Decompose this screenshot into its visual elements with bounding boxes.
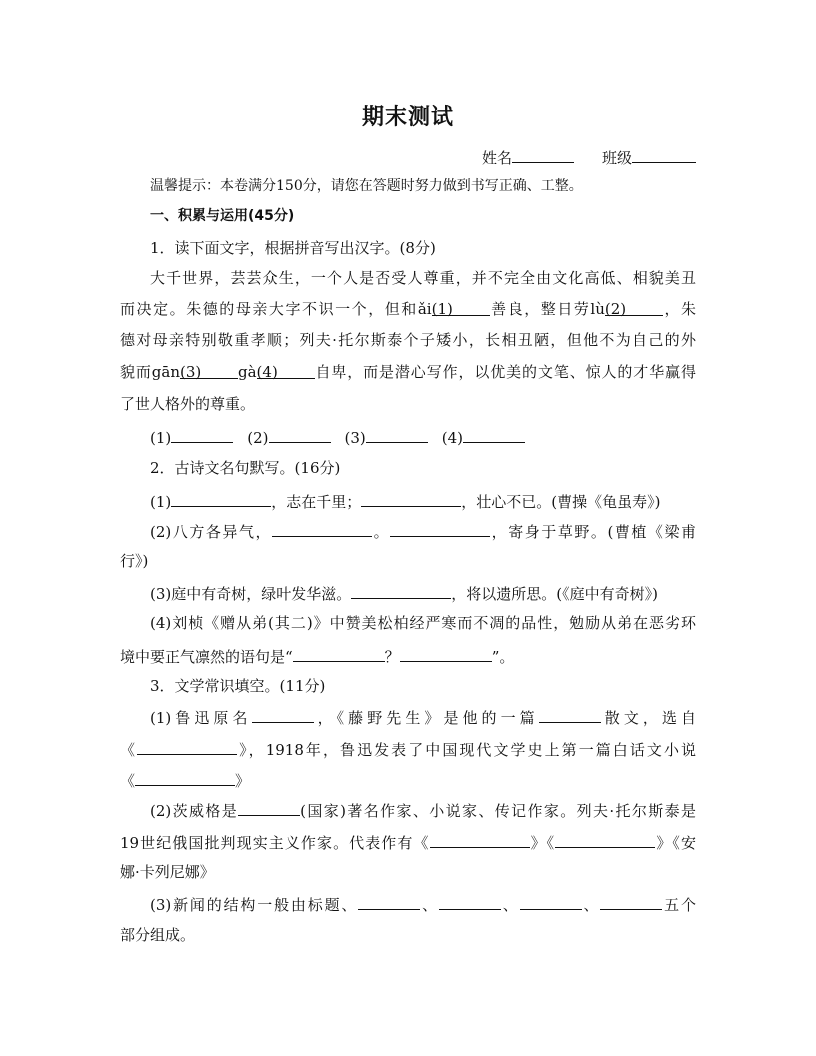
q3-item-2: (2)茨威格是 (国家)著名作家、小说家、传记作家。列夫·托尔斯泰是	[150, 799, 696, 821]
q1-answer-row: (1) (2) (3) (4)	[150, 426, 696, 448]
poem-blank[interactable]	[351, 582, 451, 599]
q3-item-1-cont2: 《 》	[120, 769, 696, 791]
literature-blank[interactable]	[252, 706, 314, 723]
q3-item-3-cont: 部分组成。	[120, 926, 196, 944]
q3-item-2-cont2: 娜·卡列尼娜》	[120, 863, 215, 881]
q1-stem: 1．读下面文字，根据拼音写出汉字。(8分)	[150, 239, 436, 257]
q2-item-1: (1) ，志在千里； ，壮心不已。(曹操《龟虽寿》)	[150, 490, 696, 512]
answer-1-blank[interactable]	[171, 426, 233, 443]
q3-item-1-cont: 《 》，1918年，鲁迅发表了中国现代文学史上第一篇白话文小说	[120, 738, 696, 760]
section-heading: 一、积累与运用(45分)	[150, 208, 295, 224]
answer-4-blank[interactable]	[463, 426, 525, 443]
poem-blank[interactable]	[272, 520, 372, 537]
tip-text: 温馨提示：本卷满分150分，请您在答题时努力做到书写正确、工整。	[150, 178, 583, 194]
q1-para-line: 貌而gān(3) gà(4) 自卑，而是潜心写作，以优美的文笔、惊人的才华赢得	[120, 363, 696, 381]
student-info-row	[120, 146, 696, 168]
literature-blank[interactable]	[137, 738, 237, 755]
poem-blank[interactable]	[293, 645, 385, 662]
q1-para-line: 大千世界，芸芸众生，一个人是否受人尊重，并不完全由文化高低、相貌美丑	[150, 269, 696, 287]
q2-item-4-cont: 境中要正气凛然的语句是“ ？ ”。	[120, 645, 696, 667]
literature-blank[interactable]	[358, 893, 420, 910]
blank-3[interactable]: (3)	[180, 362, 238, 379]
literature-blank[interactable]	[439, 893, 501, 910]
q1-para-line: 而决定。朱德的母亲大字不识一个，但和ǎi(1) 善良，整日劳lù(2) ，朱	[120, 300, 696, 318]
literature-blank[interactable]	[600, 893, 662, 910]
poem-blank[interactable]	[361, 490, 461, 507]
q1-para-line: 德对母亲特别敬重孝顺；列夫·托尔斯泰个子矮小，长相丑陋，但他不为自己的外	[120, 331, 696, 349]
class-blank[interactable]	[632, 146, 696, 163]
q3-item-3: (3)新闻的结构一般由标题、 、 、 、 五个	[150, 893, 696, 915]
name-blank[interactable]	[512, 146, 574, 163]
q2-stem: 2．古诗文名句默写。(16分)	[150, 459, 341, 477]
q3-stem: 3．文学常识填空。(11分)	[150, 677, 326, 695]
answer-2-blank[interactable]	[269, 426, 331, 443]
q2-item-2-cont: 行》)	[120, 552, 149, 570]
poem-blank[interactable]	[400, 645, 492, 662]
name-label: 姓名	[481, 149, 512, 167]
q2-item-3: (3)庭中有奇树，绿叶发华滋。 ，将以遗所思。(《庭中有奇树》)	[150, 582, 696, 604]
class-label: 班级	[601, 149, 632, 167]
blank-1[interactable]: (1)	[432, 299, 490, 316]
literature-blank[interactable]	[430, 831, 530, 848]
q2-item-4: (4)刘桢《赠从弟(其二)》中赞美松柏经严寒而不凋的品性，勉励从弟在恶劣环	[150, 614, 696, 632]
literature-blank[interactable]	[135, 769, 235, 786]
poem-blank[interactable]	[390, 520, 490, 537]
literature-blank[interactable]	[555, 831, 655, 848]
page-title: 期末测试	[361, 104, 454, 130]
literature-blank[interactable]	[539, 706, 601, 723]
literature-blank[interactable]	[238, 799, 300, 816]
poem-blank[interactable]	[171, 490, 271, 507]
blank-4[interactable]: (4)	[257, 362, 315, 379]
answer-3-blank[interactable]	[366, 426, 428, 443]
q3-item-1: (1)鲁迅原名 ，《藤野先生》是他的一篇 散文，选自	[150, 706, 696, 728]
blank-2[interactable]: (2)	[605, 299, 663, 316]
q3-item-2-cont: 19世纪俄国批判现实主义作家。代表作有《 》《 》《安	[120, 831, 696, 853]
q1-para-line: 了世人格外的尊重。	[120, 395, 256, 413]
q2-item-2: (2)八方各异气， 。 ，寄身于草野。(曹植《梁甫	[150, 520, 696, 542]
literature-blank[interactable]	[520, 893, 582, 910]
